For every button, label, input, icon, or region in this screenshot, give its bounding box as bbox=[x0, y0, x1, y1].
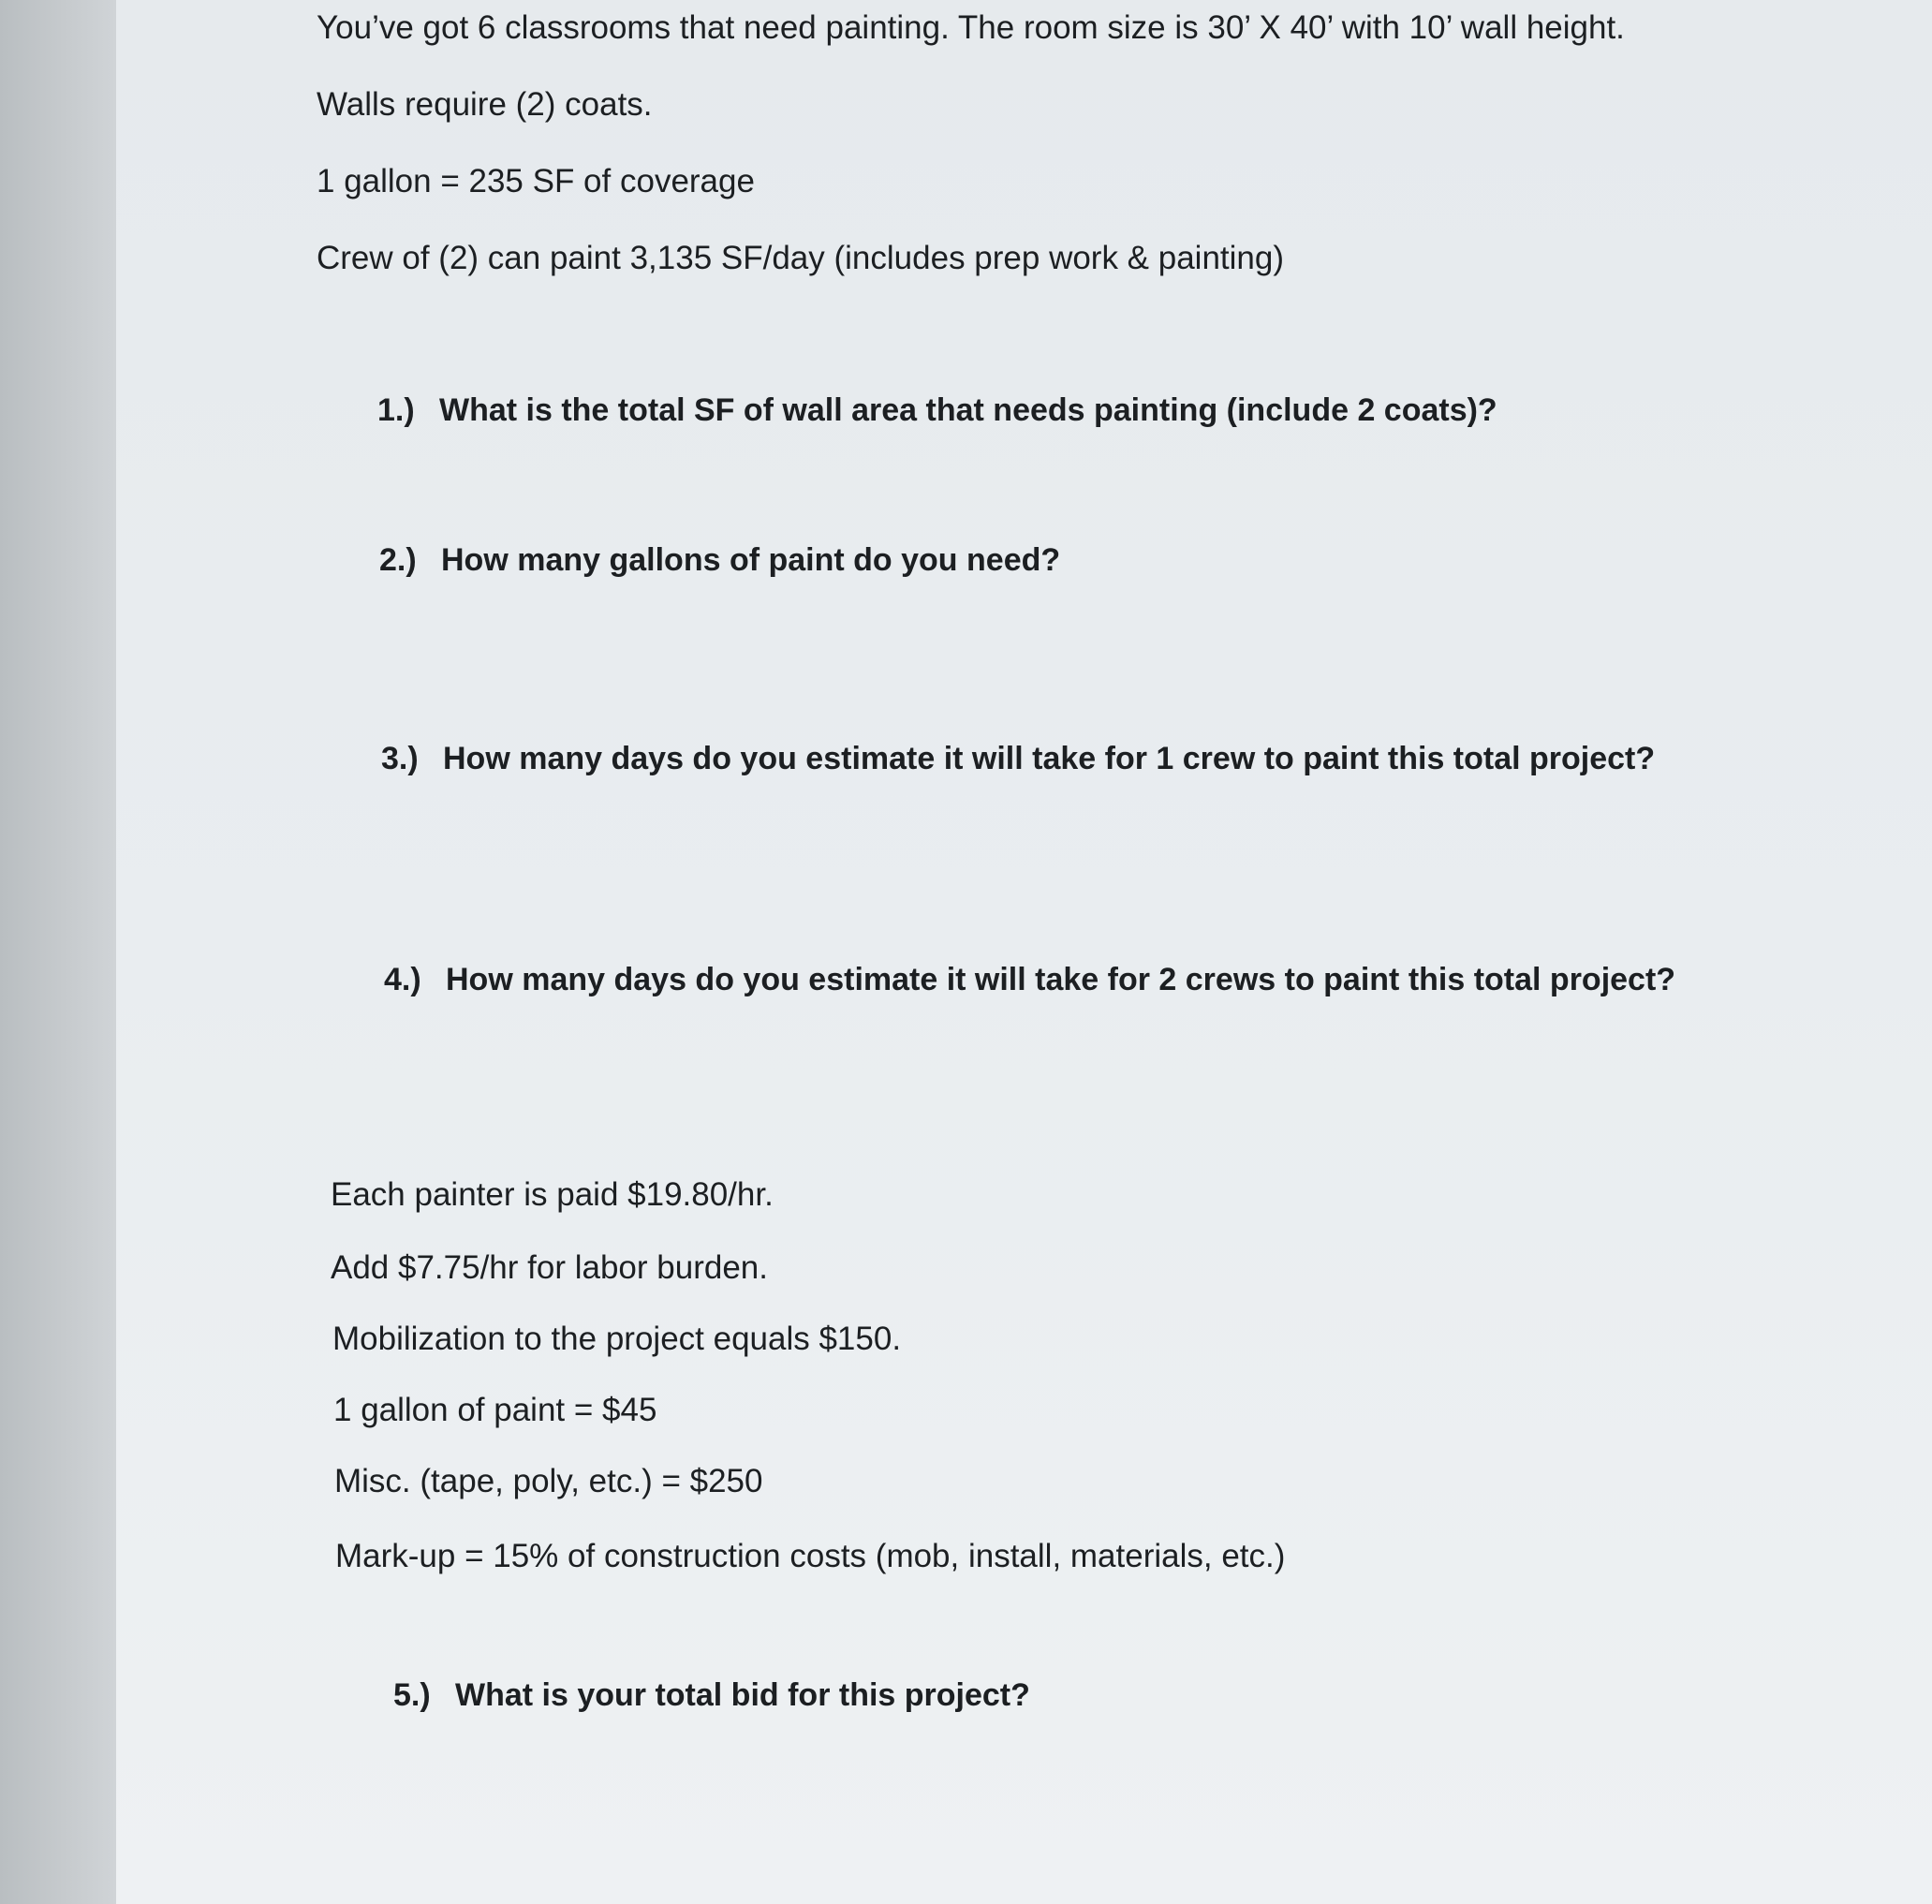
question-3 bbox=[381, 738, 1655, 779]
cost-misc: Misc. (tape, poly, etc.) = $250 bbox=[334, 1463, 763, 1499]
page-edge-shadow bbox=[0, 0, 116, 1904]
worksheet-page bbox=[116, 0, 1932, 1904]
cost-mobilization: Mobilization to the project equals $150. bbox=[332, 1321, 902, 1357]
question-1-number: 1.) bbox=[377, 392, 415, 428]
intro-line-coats: Walls require (2) coats. bbox=[317, 86, 653, 123]
question-5-number: 5.) bbox=[393, 1677, 431, 1713]
cost-labor-burden: Add $7.75/hr for labor burden. bbox=[331, 1249, 768, 1286]
cost-painter-wage: Each painter is paid $19.80/hr. bbox=[331, 1176, 774, 1213]
cost-paint-gallon: 1 gallon of paint = $45 bbox=[333, 1392, 657, 1428]
question-2-text: How many gallons of paint do you need? bbox=[441, 542, 1061, 578]
question-4-number: 4.) bbox=[384, 962, 421, 997]
question-1-text: What is the total SF of wall area that needs painting (include 2 coats)? bbox=[439, 392, 1497, 428]
question-5-text: What is your total bid for this project? bbox=[455, 1677, 1030, 1713]
question-2 bbox=[379, 539, 1060, 581]
question-4-text: How many days do you estimate it will take for 2 crews to paint this total project? bbox=[446, 962, 1676, 997]
question-3-number: 3.) bbox=[381, 741, 419, 776]
question-2-number: 2.) bbox=[379, 542, 417, 578]
intro-line-crew-rate: Crew of (2) can paint 3,135 SF/day (includes prep work & painting) bbox=[317, 240, 1285, 276]
intro-line-coverage: 1 gallon = 235 SF of coverage bbox=[317, 163, 755, 199]
intro-line-classrooms: You’ve got 6 classrooms that need painting. The room size is 30’ X 40’ with 10’ wall height. bbox=[317, 9, 1625, 46]
question-5 bbox=[393, 1675, 1030, 1716]
question-4 bbox=[384, 959, 1675, 1000]
cost-markup: Mark-up = 15% of construction costs (mob, install, materials, etc.) bbox=[335, 1538, 1286, 1574]
question-1 bbox=[377, 390, 1497, 431]
question-3-text: How many days do you estimate it will take for 1 crew to paint this total project? bbox=[443, 741, 1656, 776]
